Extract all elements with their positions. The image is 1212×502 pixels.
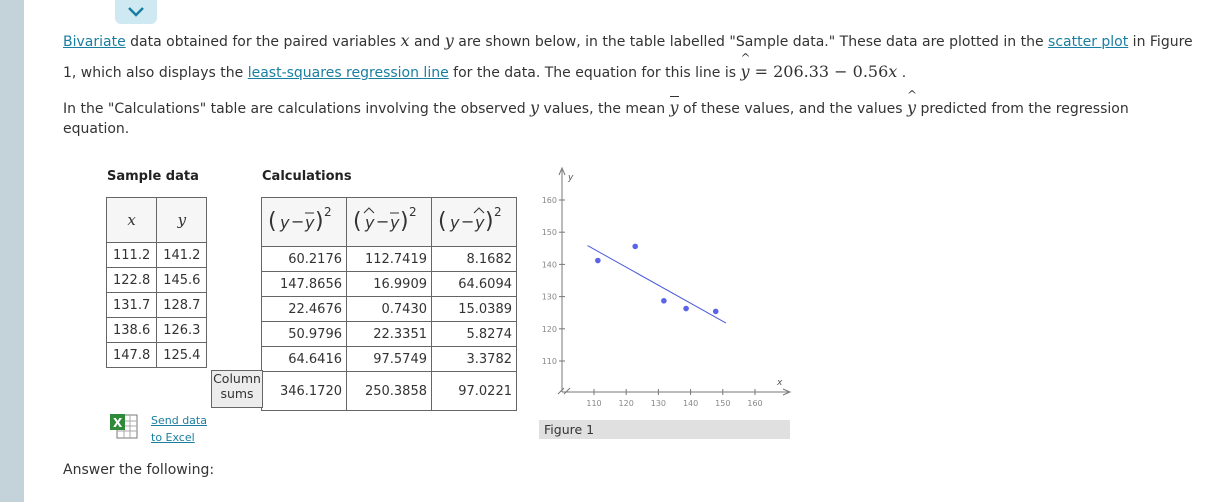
intro-text-4: in Figure bbox=[1128, 34, 1193, 50]
cell-y: 126.3 bbox=[157, 318, 207, 343]
sum-cell: 346.1720 bbox=[262, 372, 347, 411]
data-point bbox=[595, 258, 601, 264]
var-x: x bbox=[400, 31, 410, 50]
to-excel-link[interactable]: to Excel bbox=[151, 431, 195, 444]
table-row bbox=[262, 247, 517, 272]
svg-text:): ) bbox=[485, 209, 494, 234]
p2-ybar: y bbox=[669, 98, 679, 117]
header-yhat-minus-ybar-sq bbox=[347, 198, 432, 247]
svg-text:y: y bbox=[365, 213, 375, 232]
p2-yhat: ^ y bbox=[907, 98, 916, 118]
eq-yhat: ^ y bbox=[740, 57, 749, 86]
svg-text:): ) bbox=[315, 209, 324, 234]
y-tick-label: 120 bbox=[541, 324, 557, 334]
cell-x: 122.8 bbox=[107, 268, 157, 293]
svg-text:y: y bbox=[390, 213, 400, 232]
cell-y: 128.7 bbox=[157, 293, 207, 318]
header-y: y bbox=[157, 198, 207, 243]
y-tick-label: 160 bbox=[541, 196, 557, 205]
cell-x: 147.8 bbox=[107, 343, 157, 368]
cell: 22.4676 bbox=[262, 297, 347, 322]
scatter-plot-link[interactable]: scatter plot bbox=[1048, 34, 1129, 50]
svg-text:): ) bbox=[400, 209, 409, 234]
eq-end: . bbox=[897, 65, 907, 81]
table-row bbox=[262, 322, 517, 347]
cell: 16.9909 bbox=[347, 272, 432, 297]
x-tick-label: 120 bbox=[618, 399, 634, 408]
x-tick-label: 110 bbox=[586, 399, 602, 408]
collapse-button[interactable] bbox=[115, 0, 157, 24]
scatter-plot bbox=[538, 162, 798, 414]
p2-text-2: values, the mean bbox=[539, 101, 670, 117]
table-row bbox=[262, 297, 517, 322]
svg-text:2: 2 bbox=[409, 205, 417, 219]
svg-text:−: − bbox=[376, 212, 390, 231]
x-axis-label: x bbox=[777, 378, 783, 388]
axis-break-mark bbox=[558, 388, 564, 394]
chevron-down-icon bbox=[127, 6, 145, 18]
table-row bbox=[107, 268, 207, 293]
calculations-title: Calculations bbox=[262, 169, 352, 184]
intro-paragraph bbox=[63, 26, 1203, 88]
cell: 112.7419 bbox=[347, 247, 432, 272]
answer-prompt: Answer the following: bbox=[63, 462, 215, 478]
calc-paragraph bbox=[63, 98, 1163, 139]
eq-rhs: = 206.33 − 0.56 bbox=[749, 62, 889, 81]
regression-line-link[interactable]: least-squares regression line bbox=[247, 65, 449, 81]
bivariate-link[interactable]: Bivariate bbox=[63, 34, 126, 50]
p2-text-5: equation. bbox=[63, 121, 130, 137]
cell: 15.0389 bbox=[432, 297, 517, 322]
y-tick-label: 110 bbox=[541, 357, 557, 366]
cell: 50.9796 bbox=[262, 322, 347, 347]
header-y-minus-yhat-sq bbox=[432, 198, 517, 247]
cell: 60.2176 bbox=[262, 247, 347, 272]
excel-icon[interactable] bbox=[109, 412, 139, 444]
y-tick-label: 130 bbox=[541, 292, 557, 302]
table-row bbox=[107, 243, 207, 268]
column-sums-row bbox=[262, 372, 517, 411]
svg-text:2: 2 bbox=[324, 205, 332, 219]
sums-label-line-1: Column bbox=[213, 371, 261, 386]
left-rail bbox=[0, 0, 24, 502]
svg-text:y: y bbox=[450, 213, 460, 232]
intro-text-6: for the data. The equation for this line is bbox=[448, 65, 741, 81]
cell: 5.8274 bbox=[432, 322, 517, 347]
plot-axes bbox=[542, 168, 790, 408]
cell: 8.1682 bbox=[432, 247, 517, 272]
intro-text-3: are shown below, in the table labelled "Sample data." These data are plotted in the bbox=[453, 34, 1049, 50]
eq-x: x bbox=[888, 62, 898, 81]
cell-x: 131.7 bbox=[107, 293, 157, 318]
svg-text:2: 2 bbox=[494, 205, 502, 219]
p2-text-4: predicted from the regression bbox=[916, 101, 1129, 117]
cell-x: 111.2 bbox=[107, 243, 157, 268]
regression-line bbox=[588, 246, 726, 324]
p2-text-3: of these values, and the values bbox=[678, 101, 907, 117]
send-to-excel-link[interactable] bbox=[151, 412, 207, 446]
cell-y: 141.2 bbox=[157, 243, 207, 268]
y-tick-label: 150 bbox=[541, 228, 557, 238]
table-row bbox=[262, 272, 517, 297]
x-tick-label: 150 bbox=[715, 399, 731, 408]
sample-data-title: Sample data bbox=[107, 169, 199, 184]
svg-text:−: − bbox=[461, 212, 475, 231]
cell-y: 125.4 bbox=[157, 343, 207, 368]
data-point bbox=[661, 298, 667, 304]
cell: 64.6094 bbox=[432, 272, 517, 297]
cell: 97.5749 bbox=[347, 347, 432, 372]
svg-text:y: y bbox=[475, 213, 485, 232]
data-point bbox=[713, 309, 719, 315]
y-axis-label: y bbox=[568, 173, 574, 183]
svg-text:−: − bbox=[291, 212, 305, 231]
header-x: x bbox=[107, 198, 157, 243]
p2-text-1: In the "Calculations" table are calculations involving the observed bbox=[63, 101, 531, 117]
table-row bbox=[107, 318, 207, 343]
svg-text:X: X bbox=[113, 416, 123, 430]
send-data-link[interactable]: Send data bbox=[151, 414, 207, 427]
x-tick-label: 160 bbox=[747, 399, 763, 408]
cell-y: 145.6 bbox=[157, 268, 207, 293]
svg-text:y: y bbox=[305, 213, 315, 232]
intro-text-2: and bbox=[409, 34, 445, 50]
table-row bbox=[262, 347, 517, 372]
var-y: y bbox=[444, 31, 454, 50]
cell: 64.6416 bbox=[262, 347, 347, 372]
data-point bbox=[683, 306, 689, 312]
data-point bbox=[632, 244, 638, 250]
figure-caption: Figure 1 bbox=[539, 420, 790, 439]
axis-break-mark bbox=[564, 388, 570, 394]
cell: 0.7430 bbox=[347, 297, 432, 322]
x-tick-label: 140 bbox=[682, 399, 699, 408]
sample-data-table bbox=[106, 197, 207, 368]
plot-marks bbox=[588, 244, 726, 324]
y-tick-label: 140 bbox=[541, 260, 557, 270]
svg-text:(: ( bbox=[438, 209, 447, 234]
cell-x: 138.6 bbox=[107, 318, 157, 343]
p2-var-y: y bbox=[530, 98, 540, 117]
column-sums-label bbox=[211, 370, 263, 408]
svg-text:(: ( bbox=[268, 209, 277, 234]
cell: 3.3782 bbox=[432, 347, 517, 372]
table-row bbox=[107, 343, 207, 368]
cell: 22.3351 bbox=[347, 322, 432, 347]
svg-text:y: y bbox=[280, 213, 290, 232]
x-tick-label: 130 bbox=[650, 399, 667, 408]
svg-text:(: ( bbox=[353, 209, 362, 234]
cell: 147.8656 bbox=[262, 272, 347, 297]
header-y-minus-ybar-sq bbox=[262, 198, 347, 247]
sum-cell: 250.3858 bbox=[347, 372, 432, 411]
sum-cell: 97.0221 bbox=[432, 372, 517, 411]
table-row bbox=[107, 293, 207, 318]
sums-label-line-2: sums bbox=[220, 386, 254, 401]
intro-text-5: 1, which also displays the bbox=[63, 65, 248, 81]
calculations-table bbox=[261, 197, 517, 411]
intro-text-1: data obtained for the paired variables bbox=[125, 34, 401, 50]
